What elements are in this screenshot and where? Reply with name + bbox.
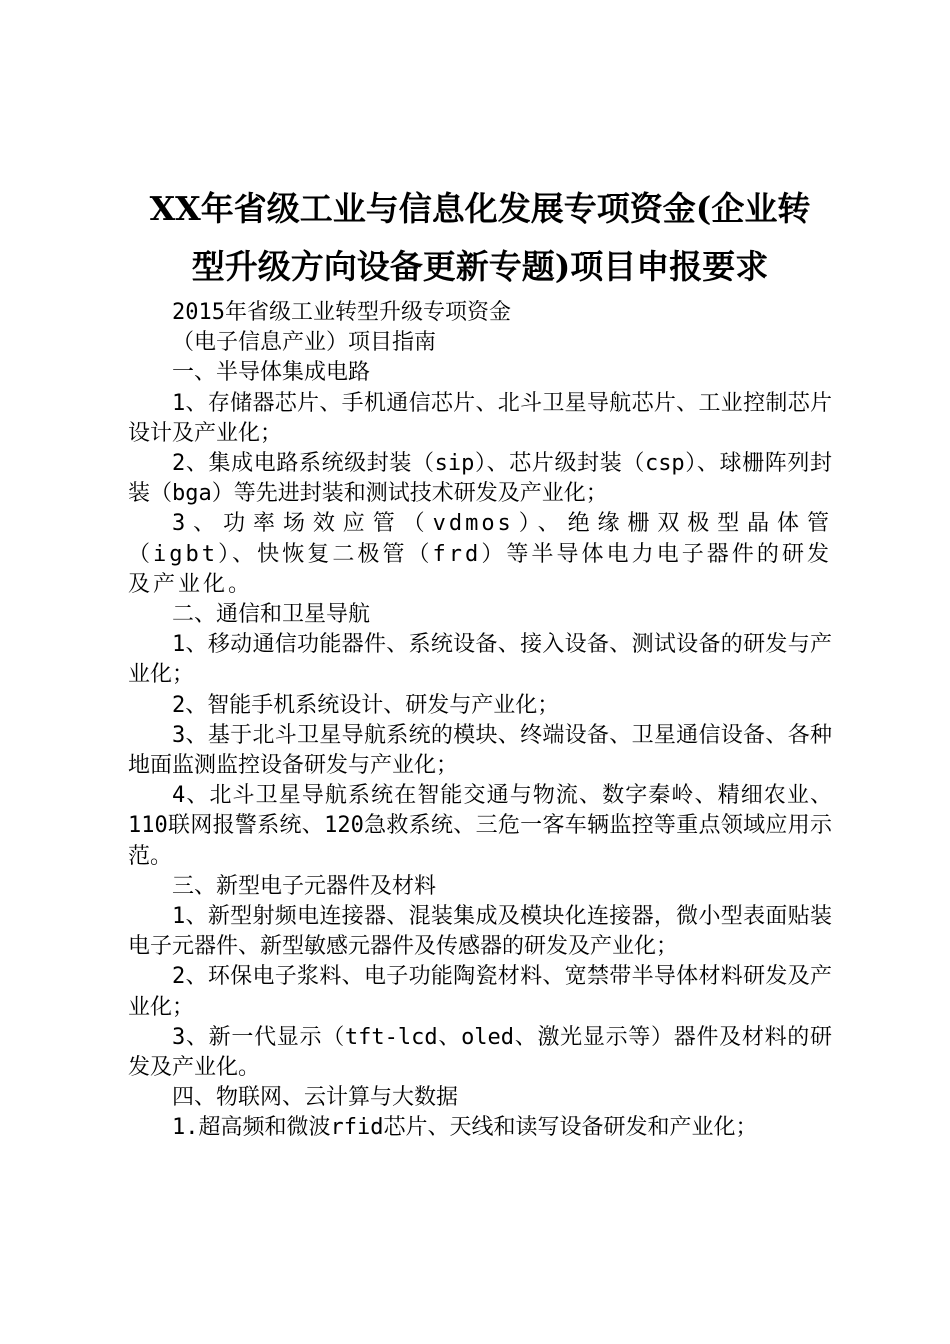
list-item: 1、存储器芯片、手机通信芯片、北斗卫星导航芯片、工业控制芯片设计及产业化；	[128, 390, 832, 446]
title-line-1: XX年省级工业与信息化发展专项资金(企业转	[149, 189, 811, 228]
paragraph-fund-title: 2015年省级工业转型升级专项资金	[172, 300, 511, 325]
list-item: 3、新一代显示（tft-lcd、oled、激光显示等）器件及材料的研发及产业化。	[128, 1024, 832, 1081]
document-page	[128, 0, 832, 1344]
list-item: 2、智能手机系统设计、研发与产业化；	[172, 692, 560, 718]
list-item: 3、基于北斗卫星导航系统的模块、终端设备、卫星通信设备、各种地面监测监控设备研发与产业化；	[128, 722, 832, 779]
paragraph-guide-title: （电子信息产业）项目指南	[172, 330, 437, 356]
list-item: 1、新型射频电连接器、混装集成及模块化连接器，微小型表面贴装电子元器件、新型敏感元器件及传感器的研发及产业化；	[128, 904, 832, 960]
title-line-2: 型升级方向设备更新专题)项目申报要求	[191, 247, 769, 286]
section-heading-iot: 四、物联网、云计算与大数据	[172, 1085, 459, 1111]
list-item: 2、集成电路系统级封装（sip）、芯片级封装（csp）、球栅阵列封装（bga）等先进封装和测试技术研发及产业化；	[128, 451, 832, 507]
list-item: 1、移动通信功能器件、系统设备、接入设备、测试设备的研发与产业化；	[128, 632, 832, 688]
list-item: 2、环保电子浆料、电子功能陶瓷材料、宽禁带半导体材料研发及产业化；	[128, 964, 832, 1020]
section-heading-semiconductor: 一、半导体集成电路	[172, 360, 371, 386]
list-item: 3、功率场效应管（vdmos）、绝缘栅双极型晶体管（igbt）、快恢复二极管（frd）等半导体电力电子器件的研发及产业化。	[128, 511, 832, 597]
section-heading-communication: 二、通信和卫星导航	[172, 602, 371, 628]
list-item: 4、北斗卫星导航系统在智能交通与物流、数字秦岭、精细农业、110联网报警系统、120急救系统、三危一客车辆监控等重点领域应用示范。	[128, 783, 832, 869]
section-heading-components: 三、新型电子元器件及材料	[172, 873, 437, 899]
list-item: 1.超高频和微波rfid芯片、天线和读写设备研发和产业化；	[172, 1115, 758, 1141]
document-body	[128, 298, 832, 1144]
document-title	[128, 180, 832, 296]
